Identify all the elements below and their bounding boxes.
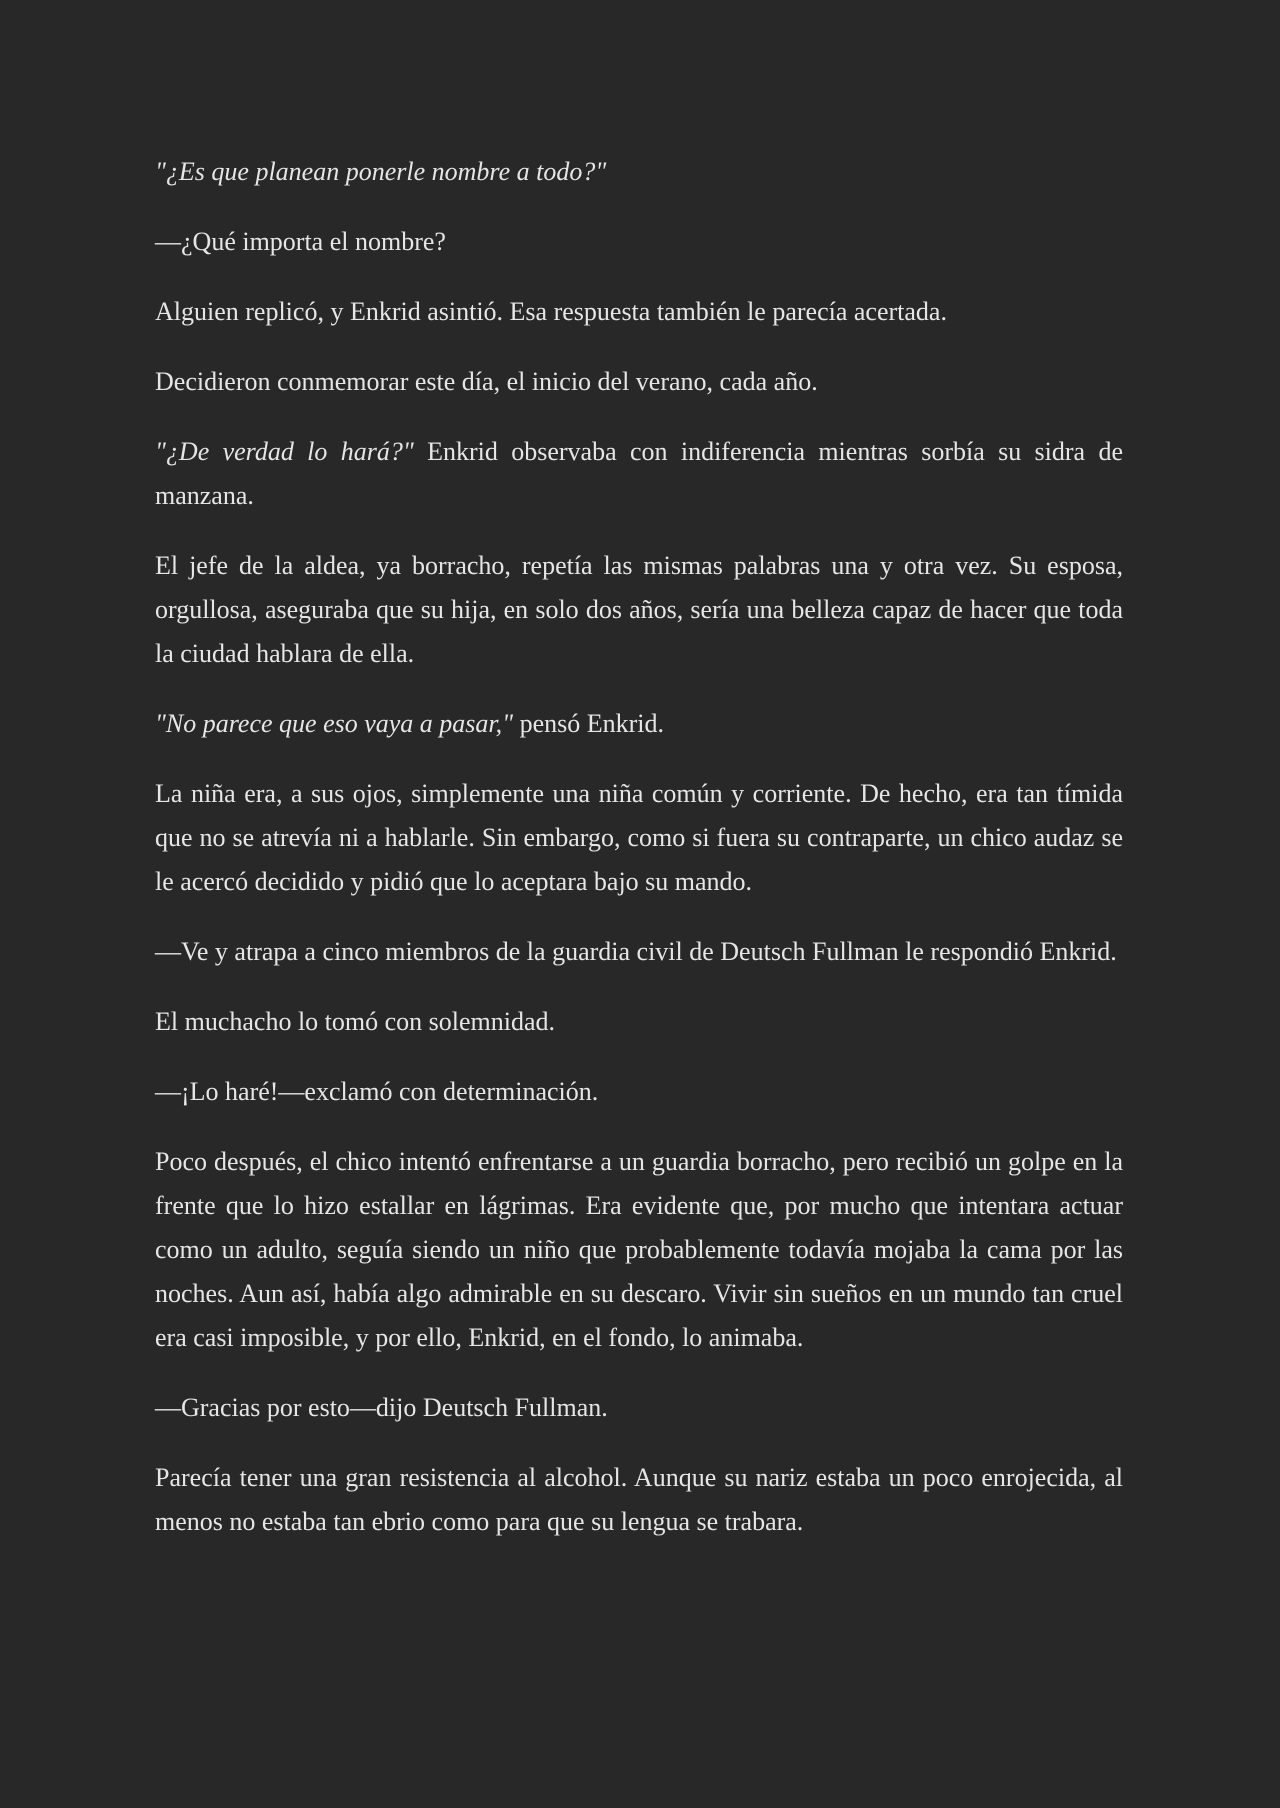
paragraph-text: Enkrid observaba con indiferencia mientras sorbía su sidra de manzana.: [155, 437, 1123, 510]
paragraph: [155, 1000, 1123, 1044]
reader-content: [155, 150, 1123, 1570]
paragraph-italic: "¿De verdad lo hará?": [155, 437, 414, 466]
paragraph-text: pensó Enkrid.: [513, 709, 665, 738]
paragraph: [155, 1456, 1123, 1544]
paragraph-text: Parecía tener una gran resistencia al alcohol. Aunque su nariz estaba un poco enrojecida, al menos no estaba tan ebrio como para que su lengua se trabara.: [155, 1463, 1123, 1536]
paragraph-italic: "¿Es que planean ponerle nombre a todo?": [155, 157, 607, 186]
paragraph: [155, 544, 1123, 676]
paragraph-italic: "No parece que eso vaya a pasar,": [155, 709, 514, 738]
paragraph-text: —Ve y atrapa a cinco miembros de la guardia civil de Deutsch Fullman le respondió Enkrid.: [155, 937, 1117, 966]
paragraph-text: La niña era, a sus ojos, simplemente una niña común y corriente. De hecho, era tan tímida que no se atrevía ni a hablarle. Sin embargo, como si fuera su contraparte, un chico audaz se le acercó decidido y pidió que lo aceptara bajo su mando.: [155, 779, 1123, 896]
paragraph: [155, 702, 1123, 746]
paragraph: [155, 290, 1123, 334]
paragraph: [155, 1070, 1123, 1114]
paragraph: [155, 1386, 1123, 1430]
paragraph: [155, 772, 1123, 904]
paragraph-text: Decidieron conmemorar este día, el inicio del verano, cada año.: [155, 367, 818, 396]
paragraph-text: El muchacho lo tomó con solemnidad.: [155, 1007, 556, 1036]
paragraph-text: Poco después, el chico intentó enfrentarse a un guardia borracho, pero recibió un golpe en la frente que lo hizo estallar en lágrimas. Era evidente que, por mucho que intentara actuar como un adulto, seguía siendo un niño que probablemente todavía mojaba la cama por las noches. Aun así, había algo admirable en su descaro. Vivir sin sueños en un mundo tan cruel era casi imposible, y por ello, Enkrid, en el fondo, lo animaba.: [155, 1147, 1123, 1352]
paragraph: [155, 1140, 1123, 1360]
paragraph-text: —¡Lo haré!—exclamó con determinación.: [155, 1077, 599, 1106]
paragraph-text: Alguien replicó, y Enkrid asintió. Esa respuesta también le parecía acertada.: [155, 297, 947, 326]
paragraph: [155, 930, 1123, 974]
paragraph-text: —¿Qué importa el nombre?: [155, 227, 446, 256]
paragraph: [155, 360, 1123, 404]
paragraph: [155, 220, 1123, 264]
paragraph-text: —Gracias por esto—dijo Deutsch Fullman.: [155, 1393, 608, 1422]
paragraph: [155, 430, 1123, 518]
paragraph: [155, 150, 1123, 194]
paragraph-text: El jefe de la aldea, ya borracho, repetía las mismas palabras una y otra vez. Su esposa, orgullosa, aseguraba que su hija, en solo dos años, sería una belleza capaz de hacer que toda la ciudad hablara de ella.: [155, 551, 1123, 668]
